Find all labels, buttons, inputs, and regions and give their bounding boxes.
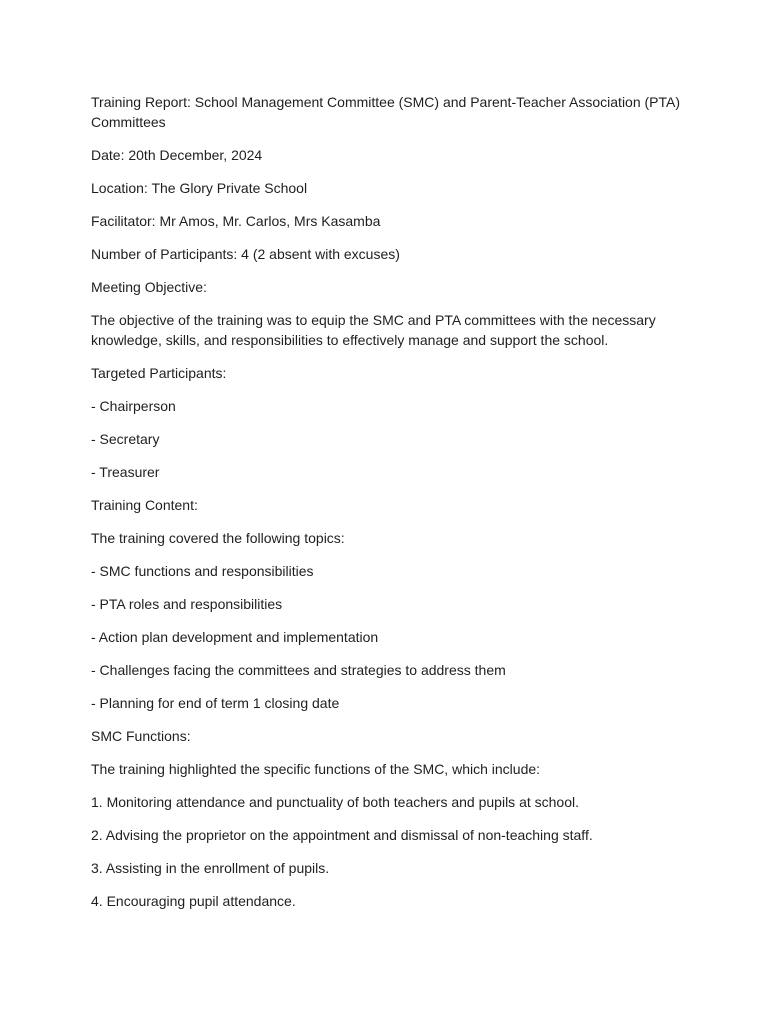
content-heading: Training Content: [91,497,198,513]
smc-heading: SMC Functions: [91,728,191,744]
report-title: Training Report: School Management Committee (SMC) and Parent-Teacher Association (PTA) Committees [91,94,681,130]
list-item: 3. Assisting in the enrollment of pupils. [91,860,330,876]
document-body [91,92,691,924]
list-item: - Action plan development and implementation [91,629,379,645]
objective-text: The objective of the training was to equip the SMC and PTA committees with the necessary knowledge, skills, and responsibilities to effectively manage and support the school. [91,312,656,348]
list-item: - Secretary [91,431,160,447]
content-intro: The training covered the following topics: [91,530,345,546]
objective-heading: Meeting Objective: [91,279,207,295]
list-item: 1. Monitoring attendance and punctuality of both teachers and pupils at school. [91,794,579,810]
report-date: Date: 20th December, 2024 [91,147,263,163]
report-facilitator: Facilitator: Mr Amos, Mr. Carlos, Mrs Kasamba [91,213,381,229]
list-item: - Treasurer [91,464,160,480]
report-participants: Number of Participants: 4 (2 absent with excuses) [91,246,400,262]
list-item: 2. Advising the proprietor on the appointment and dismissal of non-teaching staff. [91,827,593,843]
smc-intro: The training highlighted the specific functions of the SMC, which include: [91,761,541,777]
list-item: - Planning for end of term 1 closing date [91,695,340,711]
list-item: 4. Encouraging pupil attendance. [91,893,296,909]
list-item: - SMC functions and responsibilities [91,563,314,579]
list-item: - Chairperson [91,398,176,414]
list-item: - PTA roles and responsibilities [91,596,283,612]
report-location: Location: The Glory Private School [91,180,308,196]
targeted-heading: Targeted Participants: [91,365,227,381]
list-item: - Challenges facing the committees and strategies to address them [91,662,506,678]
